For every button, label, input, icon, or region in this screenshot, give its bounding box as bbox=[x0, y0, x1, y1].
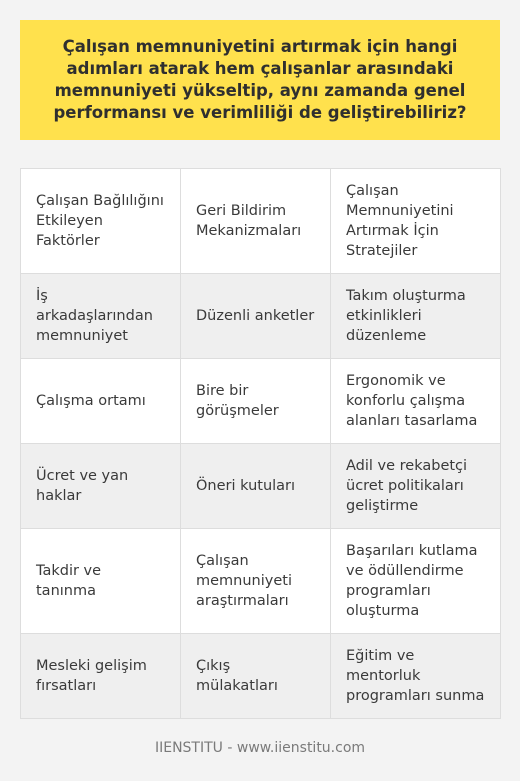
table-row bbox=[21, 444, 501, 529]
table-cell: Takdir ve tanınma bbox=[21, 529, 181, 634]
table-row bbox=[21, 529, 501, 634]
table-row bbox=[21, 274, 501, 359]
table-cell: Düzenli anketler bbox=[181, 274, 331, 359]
header-cell-feedback: Geri Bildirim Mekanizmaları bbox=[181, 169, 331, 274]
page-title: Çalışan memnuniyetini artırmak için hangi adımları atarak hem çalışanlar arasındaki memnuniyeti yükseltip, aynı zamanda genel performansı ve verimliliği de geliştirebiliriz? bbox=[53, 37, 467, 122]
title-banner bbox=[20, 20, 500, 140]
table-cell: Başarıları kutlama ve ödüllendirme programları oluşturma bbox=[331, 529, 501, 634]
table-cell: İş arkadaşlarından memnuniyet bbox=[21, 274, 181, 359]
table-cell: Mesleki gelişim fırsatları bbox=[21, 634, 181, 719]
table-cell: Eğitim ve mentorluk programları sunma bbox=[331, 634, 501, 719]
table-cell: Ergonomik ve konforlu çalışma alanları tasarlama bbox=[331, 359, 501, 444]
comparison-table bbox=[20, 168, 501, 719]
header-cell-factors: Çalışan Bağlılığını Etkileyen Faktörler bbox=[21, 169, 181, 274]
table-cell: Çalışma ortamı bbox=[21, 359, 181, 444]
footer-credit: IIENSTITU - www.iienstitu.com bbox=[154, 740, 366, 756]
table-row bbox=[21, 359, 501, 444]
table-cell: Bire bir görüşmeler bbox=[181, 359, 331, 444]
table-cell: Adil ve rekabetçi ücret politikaları geliştirme bbox=[331, 444, 501, 529]
table-cell: Ücret ve yan haklar bbox=[21, 444, 181, 529]
table-row bbox=[21, 634, 501, 719]
table-header-row bbox=[21, 169, 501, 274]
table-cell: Öneri kutuları bbox=[181, 444, 331, 529]
table-cell: Takım oluşturma etkinlikleri düzenleme bbox=[331, 274, 501, 359]
table-cell: Çalışan memnuniyeti araştırmaları bbox=[181, 529, 331, 634]
header-cell-strategies: Çalışan Memnuniyetini Artırmak İçin Stratejiler bbox=[331, 169, 501, 274]
table-cell: Çıkış mülakatları bbox=[181, 634, 331, 719]
